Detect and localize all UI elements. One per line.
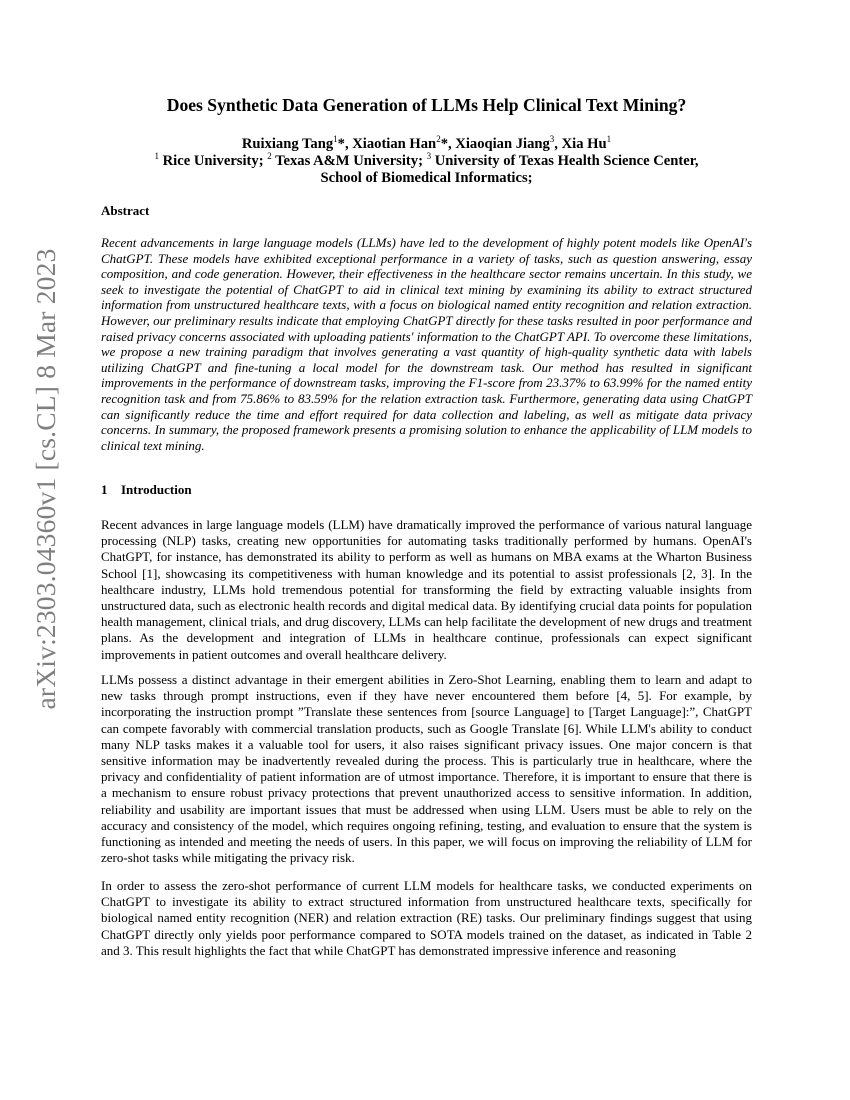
affiliation-marker: 1 bbox=[154, 151, 159, 161]
author-block bbox=[101, 136, 752, 187]
affiliation-marker: 2 bbox=[436, 134, 441, 144]
author-name: Xiaoqian Jiang bbox=[455, 136, 550, 152]
affiliation-line bbox=[101, 170, 752, 187]
author-mark: , bbox=[554, 136, 558, 152]
author-name: Xia Hu bbox=[561, 136, 607, 152]
body-paragraph: LLMs possess a distinct advantage in their emergent abilities in Zero-Shot Learning, enabling them to learn and adapt to new tasks through prompt instructions, even if they have never encountered them before [4, 5]. For example, by incorporating the instruction prompt ”Translate these sentences from [source Language] to [Target Language]:”, ChatGPT can compete favorably with commercial translation products, such as Google Translate [6]. While LLM's ability to conduct many NLP tasks makes it a valuable tool for users, it also raises significant privacy issues. One major concern is that sensitive information may be inadvertently revealed during the process. This is particularly true in healthcare, where the privacy and confidentiality of patient information are of utmost importance. Therefore, it is important to ensure that there is a mechanism to ensure robust privacy protections that prevent unauthorized access to sensitive information. In addition, reliability and usability are important issues that must be addressed when using LLM. Users must be able to rely on the accuracy and consistency of the model, which requires ongoing refining, testing, and evaluation to ensure that the system is functioning as intended and meeting the needs of users. In this paper, we will focus on improving the reliability of LLM for zero-shot tasks while mitigating the privacy risk. bbox=[101, 672, 752, 866]
author-mark: *, bbox=[337, 136, 349, 152]
arxiv-identifier: arXiv:2303.04360v1 [cs.CL] 8 Mar 2023 bbox=[30, 248, 61, 710]
affiliation-marker: 3 bbox=[426, 151, 432, 161]
section-number: 1 bbox=[101, 482, 108, 497]
body-paragraph: In order to assess the zero-shot performance of current LLM models for healthcare tasks, we conducted experiments on ChatGPT to investigate its ability to extract structured information from unstructured healthcare texts, specifically for biological named entity recognition (NER) and relation extraction (RE) tasks. Our preliminary findings suggest that using ChatGPT directly only yields poor performance compared to SOTA models trained on the dataset, as indicated in Table 2 and 3. This result highlights the fact that while ChatGPT has demonstrated impressive inference and reasoning bbox=[101, 878, 752, 958]
affiliation-marker: 1 bbox=[333, 134, 338, 144]
author-name: Xiaotian Han bbox=[352, 136, 437, 152]
section-title: Introduction bbox=[121, 482, 192, 497]
affiliation-name: Texas A&M University; bbox=[275, 153, 423, 169]
affiliation-name: Rice University; bbox=[162, 153, 264, 169]
affiliation-marker: 3 bbox=[549, 134, 555, 144]
abstract-heading: Abstract bbox=[101, 203, 150, 218]
author-name: Ruixiang Tang bbox=[241, 136, 334, 152]
affiliation-name: School of Biomedical Informatics; bbox=[320, 170, 533, 186]
body-paragraph: Recent advances in large language models (LLM) have dramatically improved the performance of various natural language processing (NLP) tasks, creating new opportunities for automating tasks traditionally performed by humans. OpenAI's ChatGPT, for instance, has demonstrated its ability to perform as well as humans on MBA exams at the Wharton Business School [1], showcasing its competitiveness with human knowledge and its potential to assist professionals [2, 3]. In the healthcare industry, LLMs hold tremendous potential for transforming the field by extracting valuable insights from unstructured data, such as electronic health records and digital medical data. By identifying crucial data points for population health management, clinical trials, and drug discovery, LLMs can help facilitate the development of new drugs and treatment plans. As the development and integration of LLMs in healthcare continue, professionals can expect significant improvements in patient outcomes and overall healthcare delivery. bbox=[101, 517, 752, 662]
arxiv-stamp bbox=[26, 248, 66, 710]
paper-title: Does Synthetic Data Generation of LLMs Help Clinical Text Mining? bbox=[166, 95, 687, 115]
abstract-text: Recent advancements in large language models (LLMs) have led to the development of highly potent models like OpenAI's ChatGPT. These models have exhibited exceptional performance in a variety of tasks, such as question answering, essay composition, and code generation. However, their effectiveness in the healthcare sector remains uncertain. In this study, we seek to investigate the potential of ChatGPT to aid in clinical text mining by examining its ability to extract structured information from unstructured healthcare texts, with a focus on biological named entity recognition and relation extraction. However, our preliminary results indicate that employing ChatGPT directly for these tasks resulted in poor performance and raised privacy concerns associated with uploading patients' information to the ChatGPT API. To overcome these limitations, we propose a new training paradigm that involves generating a vast quantity of high-quality synthetic data with labels utilizing ChatGPT and fine-tuning a local model for the downstream task. Our method has resulted in significant improvements in the performance of downstream tasks, improving the F1-score from 23.37% to 63.99% for the named entity recognition task and from 75.86% to 83.59% for the relation extraction task. Furthermore, generating data using ChatGPT can significantly reduce the time and effort required for data collection and labeling, as well as mitigate data privacy concerns. In summary, the proposed framework presents a promising solution to enhance the applicability of LLM models to clinical text mining. bbox=[101, 235, 752, 453]
author-mark: *, bbox=[440, 136, 452, 152]
affiliation-line bbox=[101, 153, 752, 170]
affiliation-name: University of Texas Health Science Center, bbox=[434, 153, 699, 169]
affiliation-marker: 2 bbox=[267, 151, 272, 161]
section-heading bbox=[101, 482, 192, 498]
affiliation-marker: 1 bbox=[606, 134, 612, 144]
